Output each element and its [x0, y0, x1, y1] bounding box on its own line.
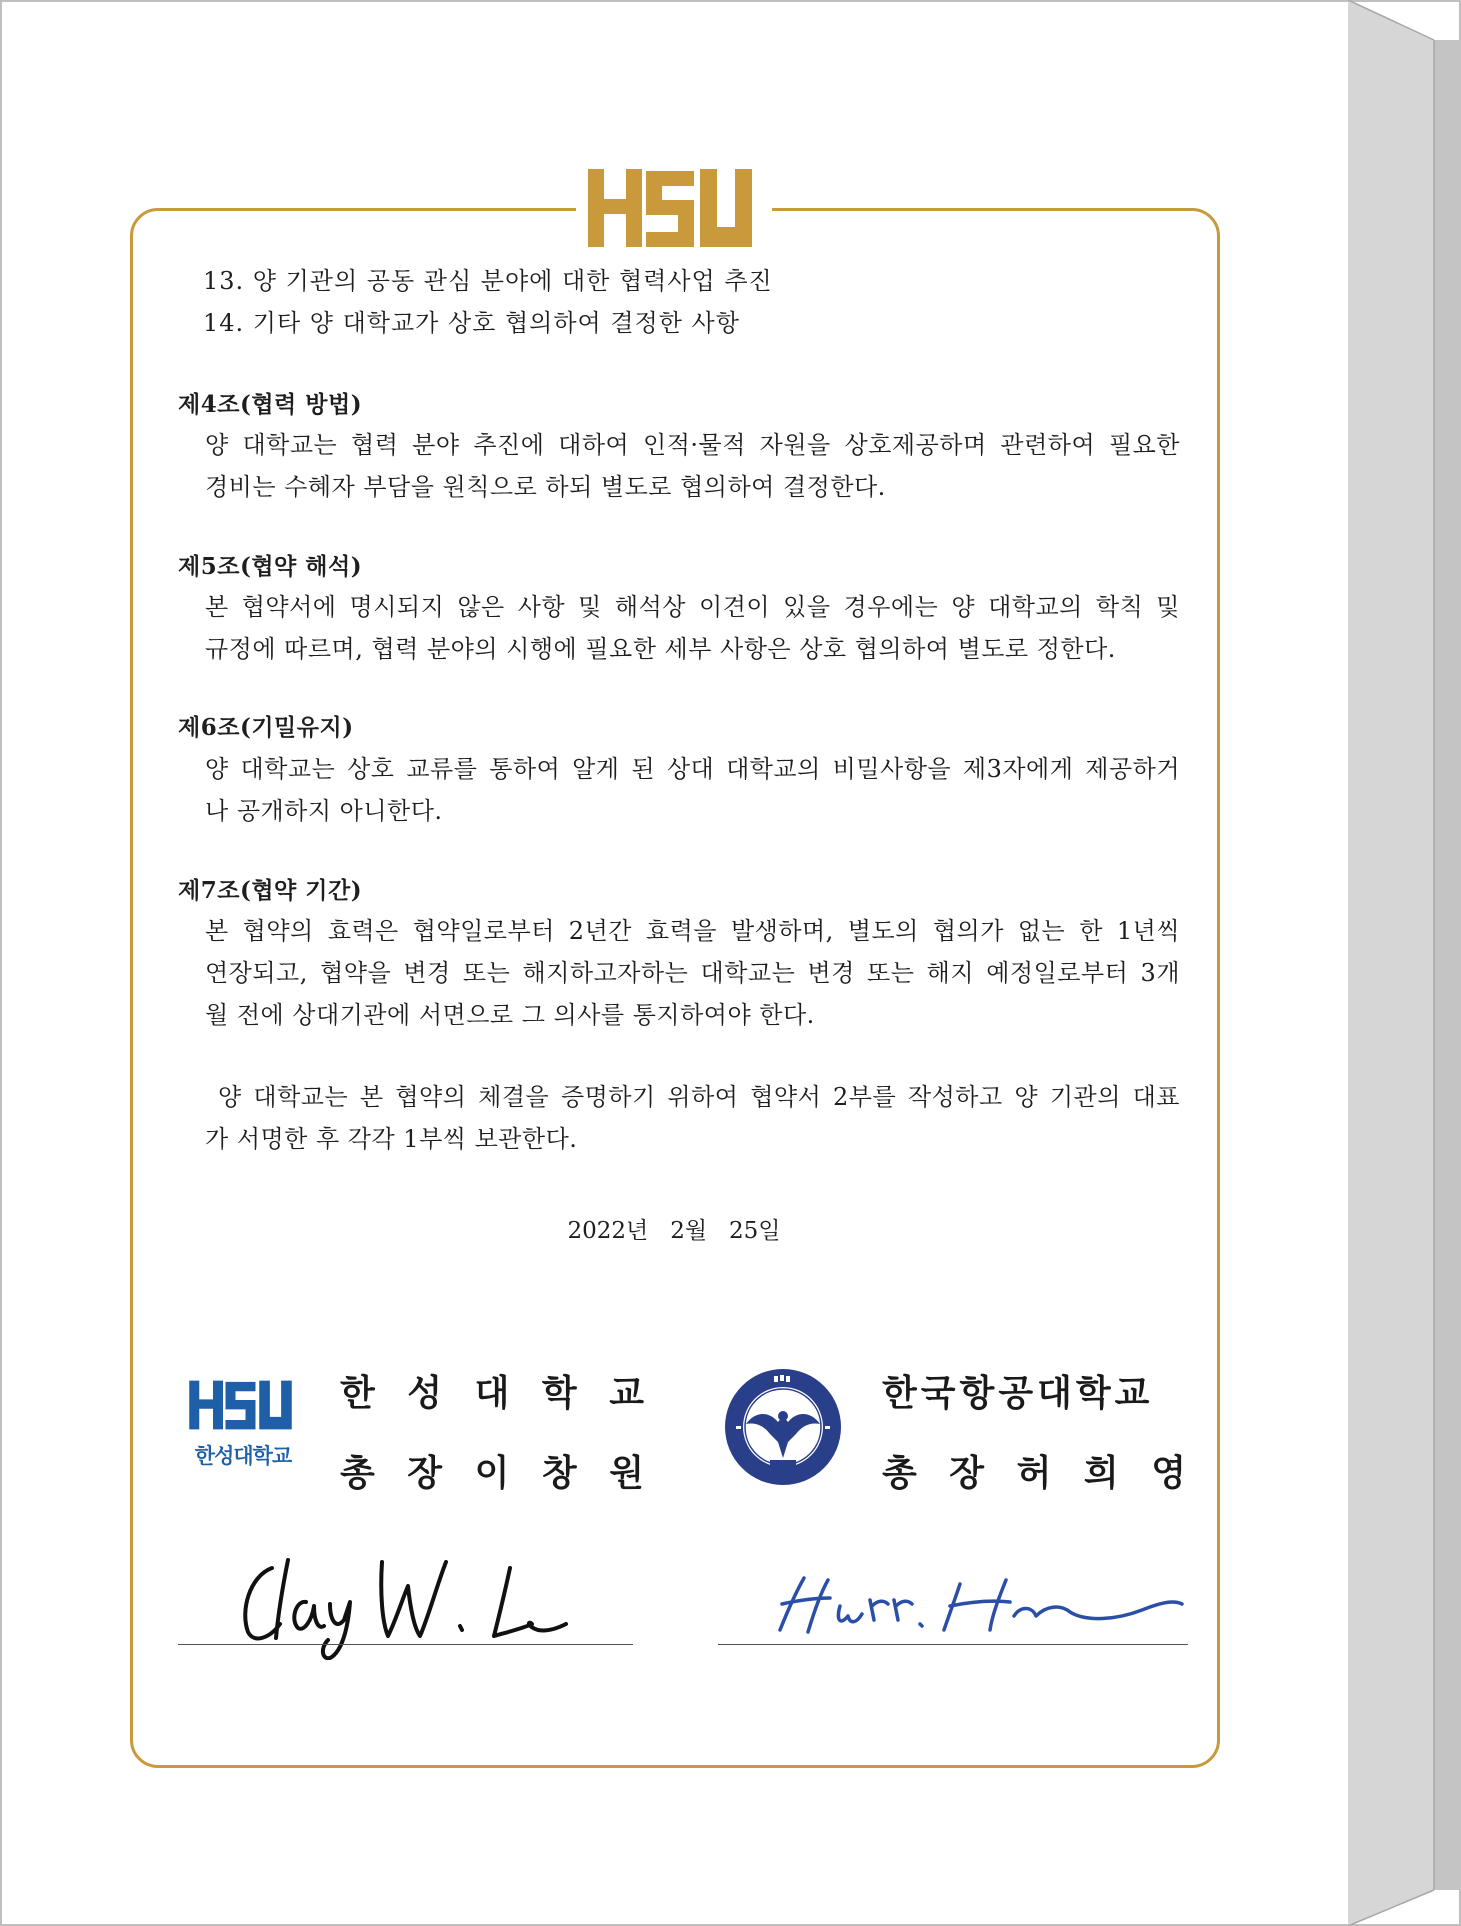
right-handwritten-signature [770, 1560, 1190, 1640]
right-president-name: 총 장 허 희 영 [882, 1453, 1197, 1494]
signing-date: 2022년 2월 25일 [567, 1218, 781, 1244]
article-4-title: 제4조(협력 방법) [178, 391, 363, 418]
article-6-title: 제6조(기밀유지) [178, 714, 354, 741]
article-4-line-1: 양 대학교는 협력 분야 추진에 대하여 인적·물적 자원을 상호제공하며 관련하여 필요한 [205, 431, 1180, 459]
closing-line-1: 양 대학교는 본 협약의 체결을 증명하기 위하여 협약서 2부를 작성하고 양 기관의 대표 [218, 1083, 1180, 1111]
kau-university-seal [722, 1366, 844, 1488]
left-president-name: 총 장 이 창 원 [340, 1453, 655, 1494]
article-7-line-3: 월 전에 상대기관에 서면으로 그 의사를 통지하여야 한다. [205, 1001, 815, 1029]
article-7-title: 제7조(협약 기간) [178, 877, 363, 904]
article-4-line-2: 경비는 수혜자 부담을 원칙으로 하되 별도로 협의하여 결정한다. [205, 473, 886, 501]
article-5-line-2: 규정에 따르며, 협력 분야의 시행에 필요한 세부 사항은 상호 협의하여 별도로 정한다. [205, 635, 1116, 663]
article-6-line-2: 나 공개하지 아니한다. [205, 797, 443, 825]
article-6-line-1: 양 대학교는 상호 교류를 통하여 알게 된 상대 대학교의 비밀사항을 제3자에게 제공하거 [205, 755, 1180, 783]
article-7-line-1: 본 협약의 효력은 협약일로부터 2년간 효력을 발생하며, 별도의 협의가 없는 한 1년씩 [205, 917, 1180, 945]
hsu-logo-signatory [188, 1372, 298, 1438]
right-signature-line [718, 1644, 1188, 1645]
article-5-title: 제5조(협약 해석) [178, 553, 363, 580]
left-university-name: 한 성 대 학 교 [340, 1373, 655, 1414]
article-5-line-1: 본 협약서에 명시되지 않은 사항 및 해석상 이견이 있을 경우에는 양 대학교의 학칙 및 [205, 593, 1180, 621]
hsu-logo-caption: 한성대학교 [194, 1444, 292, 1468]
list-item-14: 14. 기타 양 대학교가 상호 협의하여 결정한 사항 [203, 309, 740, 337]
left-signature-line [178, 1644, 633, 1645]
closing-line-2: 가 서명한 후 각각 1부씩 보관한다. [205, 1125, 578, 1153]
list-item-13: 13. 양 기관의 공동 관심 분야에 대한 협력사업 추진 [203, 267, 773, 295]
right-university-name: 한국항공대학교 [882, 1373, 1154, 1414]
article-7-line-2: 연장되고, 협약을 변경 또는 해지하고자하는 대학교는 변경 또는 해지 예정일로부터 3개 [205, 959, 1180, 987]
left-handwritten-signature [232, 1540, 572, 1660]
